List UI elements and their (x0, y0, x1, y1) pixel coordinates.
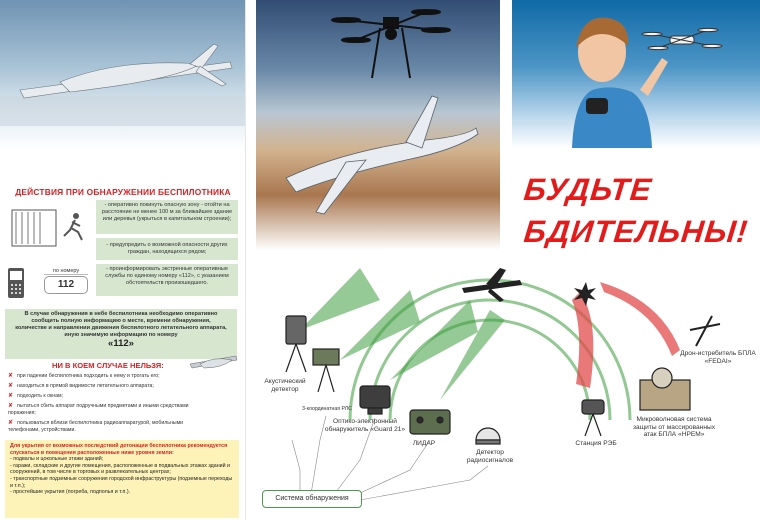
detection-system-box: Система обнаружения (262, 490, 362, 508)
label-ewb-station: Станция РЭБ (575, 440, 617, 447)
label-lidar: ЛИДАР (412, 440, 436, 447)
label-radio-detector: Детектор радиосигналов (466, 449, 514, 464)
phone-number: 112 (44, 276, 88, 294)
report-text: В случае обнаружения в небе беспилотника необходимо оперативно сообщить полную информацию о месте, времени обнаружения, количестве и направлении движения беспилотного летательного аппарата, иную значимую информацию по номеру (15, 311, 227, 338)
never-item: ✘ пользоваться вблизи беспилотника радиоаппаратурой, мобильными телефонами, устройствами. (8, 420, 184, 433)
shelter-intro: Для укрытия от возможных последствий детонации беспилотника рекомендуется спускаться в помещения расположенные ниже уровня земли: (10, 443, 228, 456)
label-optical-detector: Оптико-электронный обнаружитель «Guard 21» (324, 418, 406, 433)
action-leave-zone: - оперативно покинуть опасную зону - отойти на расстояние не менее 100 м за ближайшее здание или деревья (укрыться в капитальном строении); (96, 200, 238, 234)
cross-icon: ✘ (8, 383, 14, 389)
shelter-item: - гаражи, складские и другие помещения, расположенные в подвальных этажах зданий и сооружений, в том числе в торговых и развлекательных центрах; (10, 462, 230, 476)
report-number: «112» (108, 338, 134, 349)
phone-caption: по номеру (44, 268, 88, 275)
left-panel (0, 0, 246, 520)
shelter-box (5, 440, 239, 518)
reaper-drone-photo (0, 0, 246, 150)
cross-icon: ✘ (8, 403, 14, 409)
middle-panel (256, 0, 500, 520)
never-item: ✘ при падении беспилотника подходить к нему и трогать его; (8, 373, 160, 379)
label-acoustic-detector: Акустический детектор (264, 378, 306, 393)
cross-icon: ✘ (8, 420, 14, 426)
shelter-item: - подвалы и цокольные этажи зданий; (10, 456, 104, 463)
action-warn-others: - предупредить о возможной опасности других граждан, находящихся рядом; (96, 238, 238, 260)
label-microwave-system: Микроволновая система защиты от массированных атак БПЛА «НРЕМ» (633, 416, 715, 439)
never-item: ✘ пытаться сбить аппарат подручными предметами и иными средствами поражения; (8, 403, 189, 416)
boy-with-drone-photo (512, 0, 760, 148)
action-call-112: - проинформировать экстренные оперативные службы по единому номеру «112», с указанием обстоятельств произошедшего. (96, 264, 238, 296)
never-item: ✘ подходить к окнам; (8, 393, 64, 399)
slogan-line-2: БДИТЕЛЬНЫ! (522, 214, 750, 249)
shelter-item: - простейшие укрытия (погреба, подполья и т.п.). (10, 489, 131, 496)
slogan-line-1: БУДЬТЕ (522, 172, 654, 207)
cross-icon: ✘ (8, 373, 14, 379)
cross-icon: ✘ (8, 393, 14, 399)
drones-photo (256, 0, 500, 250)
shelter-item: - транспортные подземные сооружения городской инфраструктуры (подземные переходы и т.п.); (10, 475, 233, 489)
label-interceptor-drone: Дрон-истребитель БПЛА «FEDAI» (680, 350, 756, 365)
never-heading: НИ В КОЕМ СЛУЧАЕ НЕЛЬЗЯ: (52, 361, 164, 370)
never-item: ✘ находиться в прямой видимости летательного аппарата; (8, 383, 154, 389)
label-3d-radar: 3-координатная РЛС (302, 406, 352, 412)
right-panel (512, 0, 760, 520)
report-box (5, 309, 237, 359)
actions-heading: ДЕЙСТВИЯ ПРИ ОБНАРУЖЕНИИ БЕСПИЛОТНИКА (15, 187, 231, 197)
